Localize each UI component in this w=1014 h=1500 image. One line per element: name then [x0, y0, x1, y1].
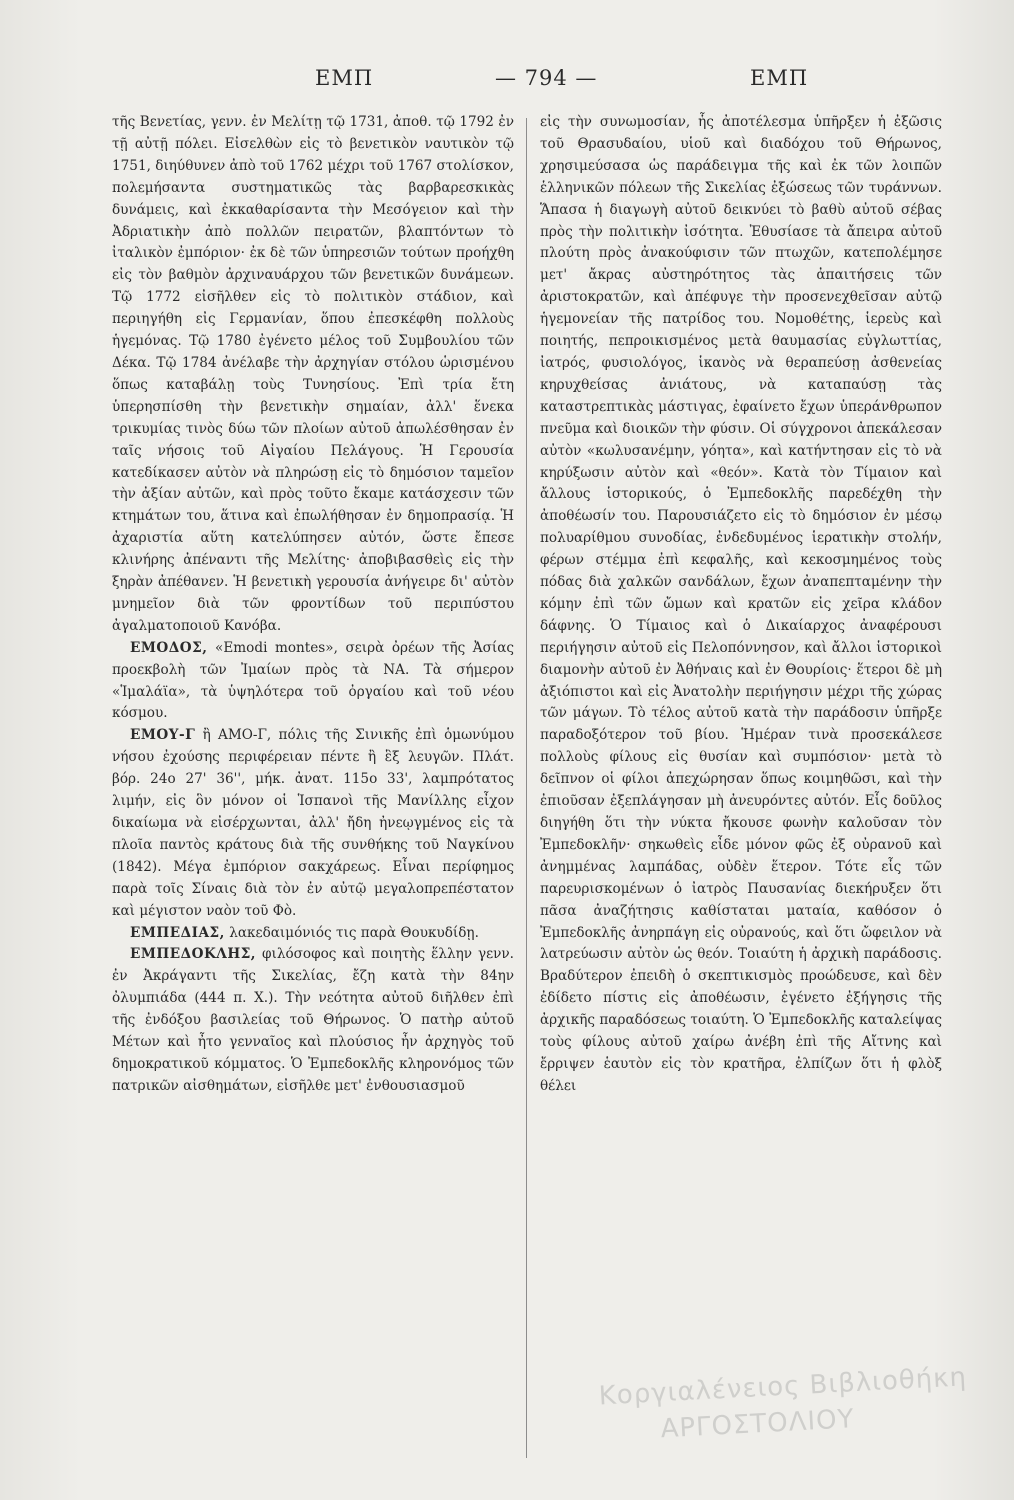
watermark-line-2: ΑΡΓΟΣΤΟΛΙΟΥ [659, 1404, 856, 1445]
column-divider [526, 118, 527, 1458]
entry-emoy [112, 725, 514, 922]
headword-empedokles: ΕΜΠΕΔΟΚΛΗΣ, [130, 946, 257, 963]
text-columns [112, 112, 950, 1482]
entry-empedokles-text: φιλόσοφος καὶ ποιητὴς ἕλλην γενν. ἐν Ἀκράγαντι τῆς Σικελίας, ἔζη κατὰ τὴν 84ην ὀλυμπιάδα (444 π. Χ.). Τὴν νεότητα αὐτοῦ διῆλθεν ἐπὶ τῆς ἐνδόξου βασιλείας τοῦ Θήρωνος. Ὁ πατὴρ αὐτοῦ Μέτων καὶ ἦτο γενναῖος καὶ πλούσιος ἦν ἀρχηγὸς τοῦ δημοκρατικοῦ κόμματος. Ὁ Ἐμπεδοκλῆς κληρονόμος τῶν πατρικῶν αἰσθημάτων, εἰσῆλθε μετ' ἐνθουσιασμοῦ [112, 946, 514, 1094]
page-number: — 794 — [495, 66, 598, 90]
entry-empedokles-continued: εἰς τὴν συνωμοσίαν, ἧς ἀποτέλεσμα ὑπῆρξεν ἡ ἐξῶσις τοῦ Θρασυδαίου, υἱοῦ καὶ διαδόχου τοῦ Θήρωνος, χρησιμεύσασα ὡς παράδειγμα τῆς καὶ ἐκ τῶν λοιπῶν ἑλληνικῶν πόλεων τῆς Σικελίας ἐξώσεως τῶν τυράννων. Ἅπασα ἡ διαγωγὴ αὐτοῦ δεικνύει τὸ βαθὺ αὐτοῦ σέβας πρὸς τὴν πολιτικὴν ἰσότητα. Ἐθυσίασε τὰ ἄπειρα αὐτοῦ πλούτη πρὸς ἀνακούφισιν τῶν πτωχῶν, κατεπολέμησε μετ' ἄκρας αὐστηρότητος τὰς ἀπαιτήσεις τῶν ἀριστοκρατῶν, καὶ ἀπέφυγε τὴν προσενεχθεῖσαν αὐτῷ ἡγεμονείαν τῆς πατρίδος του. Νομοθέτης, ἱερεὺς καὶ ποιητής, πεπροικισμένος μετὰ θαυμασίας εὐγλωττίας, ἰατρός, φυσιολόγος, ἱκανὸς νὰ θεραπεύσῃ ἀσθενείας κηρυχθείσας ἀνιάτους, νὰ καταπαύσῃ τὰς καταστρεπτικὰς μάστιγας, ἐφαίνετο ἔχων ὑπεράνθρωπον πνεῦμα καὶ διοικῶν τὴν φύσιν. Οἱ σύγχρονοι ἀπεκάλεσαν αὐτὸν «κωλυσανέμην, γόητα», καὶ κατήντησαν εἰς τὸ νὰ κηρύξωσιν αὐτὸν καὶ «θεόν». Κατὰ τὸν Τίμαιον καὶ ἄλλους ἱστορικούς, ὁ Ἐμπεδοκλῆς παρεδέχθη τὴν ἀποθέωσίν του. Παρουσιάζετο εἰς τὸ δημόσιον ἐν μέσῳ πολυαρίθμου συνοδίας, ἐνδεδυμένος ἱερατικὴν στολήν, φέρων στέμμα ἐπὶ κεφαλῆς, καὶ κεκοσμημένος τοὺς πόδας διὰ χαλκῶν σανδάλων, ἔχων ἀναπεπταμένην τὴν κόμην ἐπὶ τῶν ὤμων καὶ κρατῶν εἰς χεῖρα κλάδον δάφνης. Ὁ Τίμαιος καὶ ὁ Δικαίαρχος ἀναφέρουσι περιήγησιν αὐτοῦ εἰς Πελοπόννησον, καὶ ἄλλοι ἱστορικοὶ διαμονὴν αὐτοῦ ἐν Ἀθήναις καὶ ἐν Θουρίοις· ἕτεροι δὲ μὴ ἀξιόπιστοι καὶ εἰς Ἀνατολὴν περιήγησιν μέχρι τῆς χώρας τῶν μάγων. Τὸ τέλος αὐτοῦ κατὰ τὴν παράδοσιν ὑπῆρξε παραδοξότερον τοῦ βίου. Ἡμέραν τινὰ προσεκάλεσε πολλοὺς φίλους εἰς θυσίαν καὶ συμπόσιον· μετὰ τὸ δεῖπνον οἱ φίλοι ἀπεχώρησαν ὅπως κοιμηθῶσι, καὶ τὴν ἐπιοῦσαν ἐξεπλάγησαν μὴ ἀνευρόντες αὐτόν. Εἷς δοῦλος διηγήθη ὅτι τὴν νύκτα ἤκουσε φωνὴν καλοῦσαν τὸν Ἐμπεδοκλῆν· σηκωθεὶς εἶδε μόνον φῶς ἐξ οὐρανοῦ καὶ ἀνημμένας λαμπάδας, οὐδὲν ἕτερον. Τότε εἷς τῶν παρευρισκομένων ὁ ἰατρὸς Παυσανίας διεκήρυξεν ὅτι πᾶσα ἀναζήτησις καθίσταται ματαία, καθόσον ὁ Ἐμπεδοκλῆς ἀνηρπάγη εἰς οὐρανούς, καὶ ὅτι ὤφειλον νὰ λατρεύωσιν αὐτὸν ὡς θεόν. Τοιαύτη ἡ ἀρχικὴ παράδοσις. Βραδύτερον ἐπειδὴ ὁ σκεπτικισμὸς προώδευσε, καὶ δὲν ἐδίδετο πίστις εἰς ἀποθέωσιν, ἐγένετο ἐξήγησις τῆς ἀρχικῆς παραδόσεως τοιαύτη. Ὁ Ἐμπεδοκλῆς καταλείψας τοὺς φίλους αὐτοῦ χαίρω ἀνέβη ἐπὶ τῆς Αἴτνης καὶ ἔρριψεν ἑαυτὸν εἰς τὸν κρατῆρα, ἐλπίζων ὅτι ἡ φλὸξ θέλει [540, 114, 942, 1094]
entry-emoy-text: ἢ ΑΜΟ-Γ, πόλις τῆς Σινικῆς ἐπὶ ὁμωνύμου νήσου ἐχούσης περιφέρειαν πέντε ἢ ἓξ λευγῶν. Πλάτ. βόρ. 24ο 27' 36'', μήκ. ἀνατ. 115ο 33', λαμπρότατος λιμήν, εἰς ὃν μόνον οἱ Ἱσπανοὶ τῆς Μανίλλης εἶχον δικαίωμα νὰ εἰσέρχωνται, ἀλλ' ἤδη ἠνεῳγμένος εἰς τὰ πλοῖα παντὸς κράτους διὰ τῆς συνθήκης τοῦ Ναγκίνου (1842). Μέγα ἐμπόριον σακχάρεως. Εἶναι περίφημος παρὰ τοῖς Σίναις διὰ τὸν ἐν αὐτῷ μεγαλοπρεπέστατον καὶ μέγιστον ναὸν τοῦ Φὸ. [112, 727, 514, 919]
entry-empedias [112, 923, 514, 945]
entry-emodos-text: «Emodi montes», σειρὰ ὀρέων τῆς Ἀσίας προεκβολὴ τῶν Ἰμαίων πρὸς τὰ ΝΑ. Τὰ σήμερον «Ἱμαλάϊα», τὰ ὑψηλότερα τοῦ ὀργαίου καὶ τοῦ νέου κόσμου. [112, 639, 514, 722]
header-right: ΕΜΠ [750, 66, 809, 90]
left-column [112, 112, 514, 1482]
right-column [540, 112, 942, 1482]
watermark-line-1: Κοργιαλένειος Βιβλιοθήκη [598, 1362, 968, 1412]
entry-empedokles [112, 944, 514, 1097]
entry-continuation: τῆς Βενετίας, γενν. ἐν Μελίτῃ τῷ 1731, ἀποθ. τῷ 1792 ἐν τῇ αὐτῇ πόλει. Εἰσελθὼν εἰς τὸ βενετικὸν ναυτικὸν τῷ 1751, διηύθυνεν ἀπὸ τοῦ 1762 μέχρι τοῦ 1767 στολίσκον, πολεμήσαντα συστηματικῶς τὰς βαρβαρεσκικὰς δυνάμεις, καὶ ἐκκαθαρίσαντα τὴν Μεσόγειον καὶ τὴν Ἀδριατικὴν ἀπὸ πολλῶν πειρατῶν, βλαπτόντων τὸ ἰταλικὸν ἐμπόριον· ἐκ δὲ τῶν ὑπηρεσιῶν τούτων προήχθη εἰς τὸν βαθμὸν ἀρχιναυάρχου τῶν βενετικῶν δυνάμεων. Τῷ 1772 εἰσῆλθεν εἰς τὸ πολιτικὸν στάδιον, καὶ περιηγήθη εἰς Γερμανίαν, ὅπου ἐπεσκέφθη πολλοὺς ἡγεμόνας. Τῷ 1780 ἐγένετο μέλος τοῦ Συμβουλίου τῶν Δέκα. Τῷ 1784 ἀνέλαβε τὴν ἀρχηγίαν στόλου ὡρισμένου ὅπως καταβάλῃ τοὺς Τυνησίους. Ἐπὶ τρία ἔτη ὑπερησπίσθη τὴν βενετικὴν σημαίαν, ἀλλ' ἕνεκα τρικυμίας τινὸς δύω τῶν πλοίων αὐτοῦ ἀπωλέσθησαν ἐν ταῖς νήσοις τοῦ Αἰγαίου Πελάγους. Ἡ Γερουσία κατεδίκασεν αὐτὸν νὰ πληρώσῃ εἰς τὸ δημόσιον ταμεῖον τὴν ἀξίαν αὐτῶν, καὶ πρὸς τοῦτο ἔκαμε κατάσχεσιν τῶν κτημάτων του, ἅτινα καὶ ἐπωλήθησαν ἐν δημοπρασίᾳ. Ἡ ἀχαριστία αὕτη κατελύπησεν αὐτόν, ὥστε ἔπεσε κλινήρης ἀπέναντι τῆς Μελίτης· ἀποβιβασθεὶς εἰς τὴν ξηρὰν ἀπέθανεν. Ἡ βενετικὴ γερουσία ἀνήγειρε δι' αὐτὸν μνημεῖον διὰ τῶν φροντίδων τοῦ περιπύστου ἀγαλματοποιοῦ Κανόβα. [112, 114, 514, 634]
headword-empedias: ΕΜΠΕΔΙΑΣ, [130, 924, 225, 941]
running-head [110, 66, 950, 100]
headword-emodos: ΕΜΟΔΟΣ, [130, 639, 208, 656]
headword-emoy: ΕΜΟΥ-Γ [130, 727, 196, 744]
entry-empedias-text: λακεδαιμόνιός τις παρὰ Θουκυδίδῃ. [229, 924, 479, 941]
entry-emodos [112, 638, 514, 726]
header-left: ΕΜΠ [315, 66, 374, 90]
